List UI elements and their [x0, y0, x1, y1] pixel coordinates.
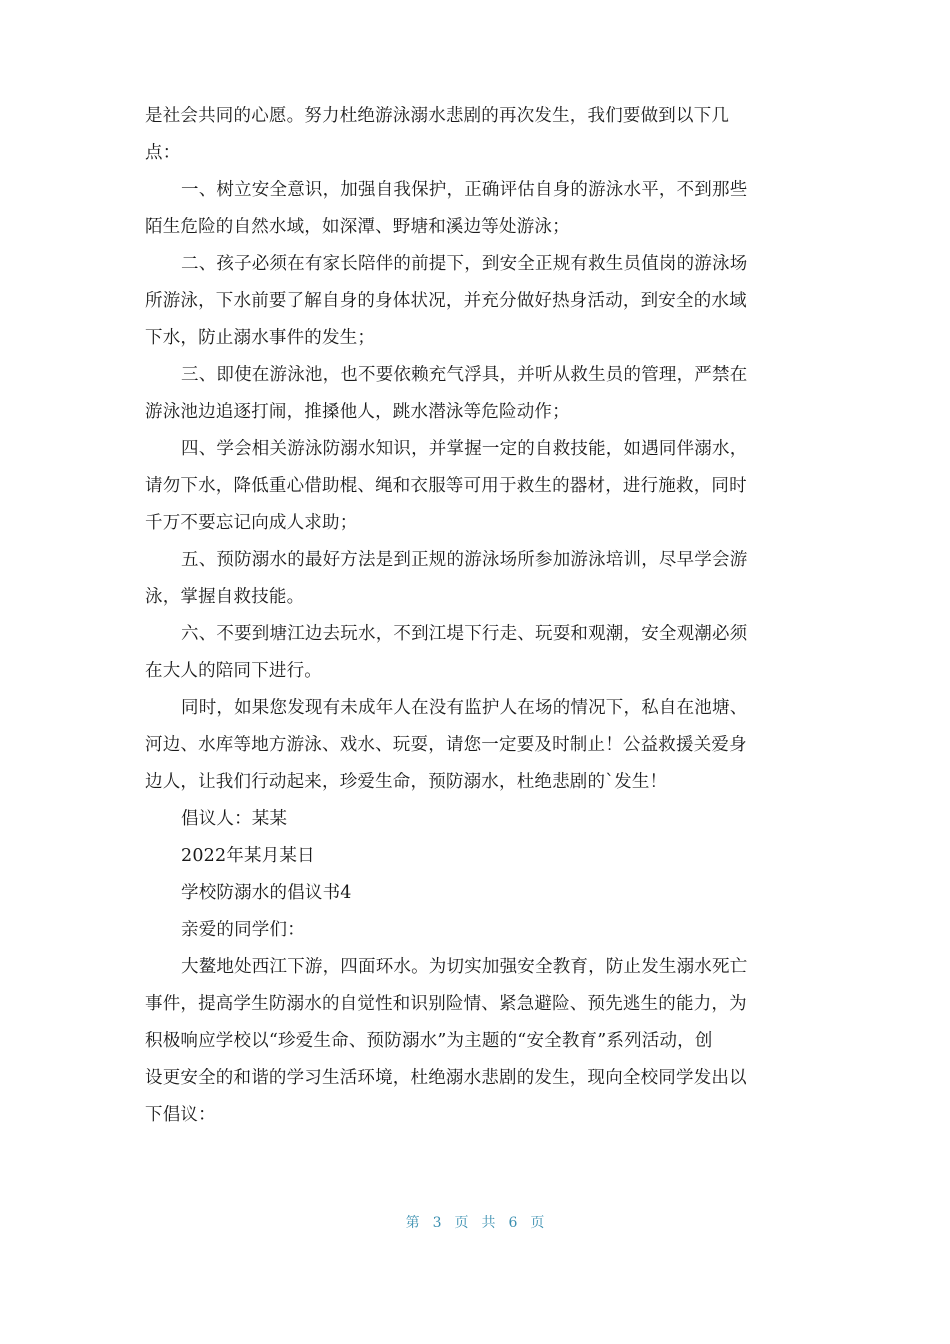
footer-total-pages: 6 [508, 1215, 518, 1231]
text-line: 四、学会相关游泳防溺水知识，并掌握一定的自救技能，如遇同伴溺水， [181, 439, 748, 459]
text-line: 是社会共同的心愿。努力杜绝游泳溺水悲剧的再次发生，我们要做到以下几 [145, 106, 730, 126]
text-line: 事件，提高学生防溺水的自觉性和识别险情、紧急避险、预先逃生的能力，为 [145, 994, 747, 1014]
text-line: 下水，防止溺水事件的发生； [145, 328, 376, 348]
text-line: 在大人的陪同下进行。 [145, 661, 322, 681]
text-line: 泳，掌握自救技能。 [145, 587, 305, 607]
page-footer [0, 1212, 950, 1232]
text-line: 二、孩子必须在有家长陪伴的前提下，到安全正规有救生员值岗的游泳场 [181, 254, 748, 274]
text-line: 设更安全的和谐的学习生活环境，杜绝溺水悲剧的发生，现向全校同学发出以 [145, 1068, 747, 1088]
text-line: 河边、水库等地方游泳、戏水、玩耍，请您一定要及时制止！公益救援关爱身 [145, 735, 747, 755]
text-line: 积极响应学校以“珍爱生命、预防溺水”为主题的“安全教育”系列活动，创 [145, 1031, 713, 1051]
text-line: 亲爱的同学们： [181, 920, 305, 940]
text-line: 陌生危险的自然水域，如深潭、野塘和溪边等处游泳； [145, 217, 570, 237]
text-line: 点： [145, 143, 181, 163]
footer-prefix: 第 [405, 1215, 420, 1231]
text-line: 所游泳，下水前要了解自身的身体状况，并充分做好热身活动，到安全的水域 [145, 291, 747, 311]
text-line: 游泳池边追逐打闹，推搡他人，跳水潜泳等危险动作； [145, 402, 570, 422]
footer-current-page: 3 [432, 1215, 442, 1231]
text-line: 倡议人：某某 [181, 809, 288, 829]
text-line: 边人，让我们行动起来，珍爱生命，预防溺水，杜绝悲剧的`发生！ [145, 772, 668, 792]
text-line: 学校防溺水的倡议书4 [181, 883, 352, 903]
text-line: 大鳌地处西江下游，四面环水。为切实加强安全教育，防止发生溺水死亡 [181, 957, 748, 977]
document-body [145, 98, 800, 1134]
text-line: 请勿下水，降低重心借助棍、绳和衣服等可用于救生的器材，进行施救，同时 [145, 476, 747, 496]
text-line: 三、即使在游泳池，也不要依赖充气浮具，并听从救生员的管理，严禁在 [181, 365, 748, 385]
text-line: 同时，如果您发现有未成年人在没有监护人在场的情况下，私自在池塘、 [181, 698, 748, 718]
text-line: 2022年某月某日 [181, 846, 315, 866]
text-line: 千万不要忘记向成人求助； [145, 513, 358, 533]
footer-middle: 页共 [454, 1215, 509, 1231]
text-line: 下倡议： [145, 1105, 216, 1125]
footer-suffix: 页 [530, 1215, 545, 1231]
text-line: 一、树立安全意识，加强自我保护，正确评估自身的游泳水平，不到那些 [181, 180, 748, 200]
text-line: 六、不要到塘江边去玩水，不到江堤下行走、玩耍和观潮，安全观潮必须 [181, 624, 748, 644]
text-line: 五、预防溺水的最好方法是到正规的游泳场所参加游泳培训，尽早学会游 [181, 550, 748, 570]
